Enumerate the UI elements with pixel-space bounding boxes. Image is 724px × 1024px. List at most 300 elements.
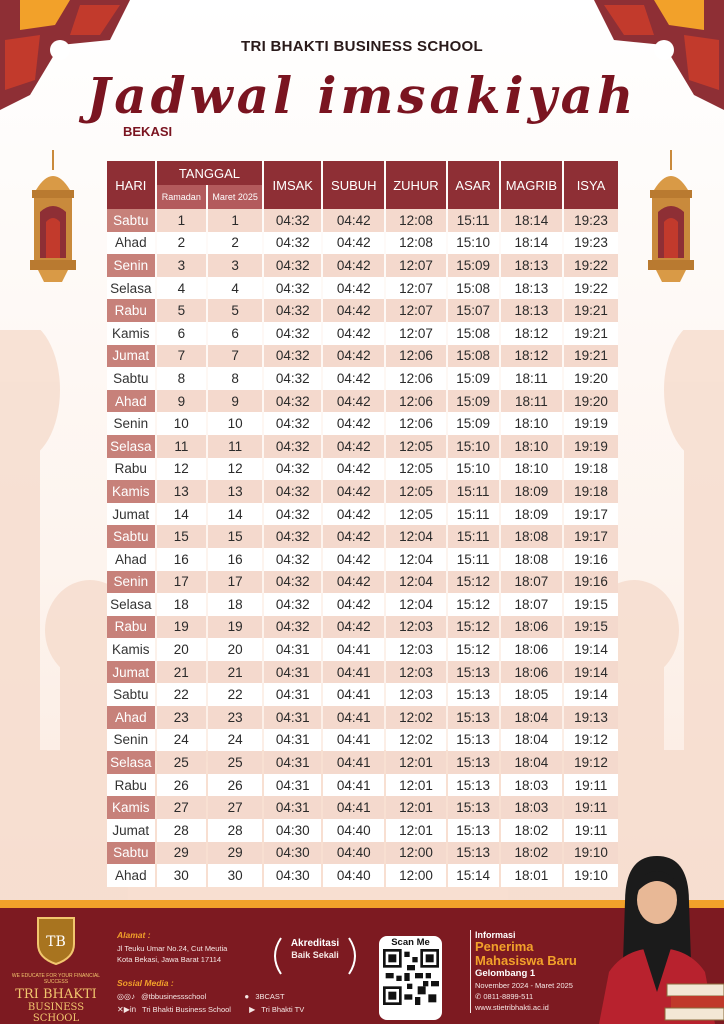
cell-zuhur: 12:07: [386, 277, 445, 300]
cell-magrib: 18:14: [501, 232, 562, 255]
table-row: [107, 322, 618, 345]
cell-imsak: 04:32: [264, 277, 321, 300]
cell-magrib: 18:10: [501, 412, 562, 435]
cell-zuhur: 12:01: [386, 751, 445, 774]
cell-subuh: 04:41: [323, 661, 384, 684]
col-asar: ASAR: [448, 161, 499, 209]
cell-subuh: 04:42: [323, 254, 384, 277]
cell-isya: 19:14: [564, 638, 618, 661]
cell-subuh: 04:41: [323, 683, 384, 706]
cell-ramadan: 5: [157, 299, 206, 322]
cell-imsak: 04:32: [264, 322, 321, 345]
lantern-icon: [640, 150, 702, 290]
cell-imsak: 04:31: [264, 661, 321, 684]
cell-zuhur: 12:08: [386, 232, 445, 255]
cell-day: Ahad: [107, 548, 155, 571]
cell-asar: 15:11: [448, 503, 499, 526]
qr-card[interactable]: [379, 936, 442, 1020]
cell-zuhur: 12:05: [386, 503, 445, 526]
cell-maret: 9: [208, 390, 262, 413]
cell-zuhur: 12:06: [386, 390, 445, 413]
cell-imsak: 04:31: [264, 774, 321, 797]
cell-ramadan: 10: [157, 412, 206, 435]
table-row: [107, 593, 618, 616]
cell-day: Sabtu: [107, 683, 155, 706]
cell-zuhur: 12:00: [386, 842, 445, 865]
cell-isya: 19:13: [564, 706, 618, 729]
cell-maret: 28: [208, 819, 262, 842]
table-row: [107, 525, 618, 548]
student-photo: [595, 852, 724, 1024]
cell-asar: 15:12: [448, 571, 499, 594]
table-row: [107, 661, 618, 684]
instagram-icon[interactable]: ◎◎♪: [117, 992, 135, 1001]
cell-maret: 8: [208, 367, 262, 390]
table-row: [107, 367, 618, 390]
cell-day: Selasa: [107, 751, 155, 774]
cell-ramadan: 25: [157, 751, 206, 774]
cell-day: Ahad: [107, 390, 155, 413]
cell-imsak: 04:31: [264, 751, 321, 774]
cell-maret: 1: [208, 209, 262, 232]
cell-imsak: 04:32: [264, 390, 321, 413]
cell-magrib: 18:07: [501, 571, 562, 594]
lantern-icon: [22, 150, 84, 290]
cell-day: Selasa: [107, 435, 155, 458]
cell-day: Jumat: [107, 345, 155, 368]
cell-isya: 19:14: [564, 661, 618, 684]
cell-ramadan: 22: [157, 683, 206, 706]
cell-imsak: 04:32: [264, 616, 321, 639]
cell-ramadan: 8: [157, 367, 206, 390]
cell-imsak: 04:32: [264, 367, 321, 390]
cell-magrib: 18:12: [501, 322, 562, 345]
cell-day: Sabtu: [107, 525, 155, 548]
cell-isya: 19:22: [564, 277, 618, 300]
cell-maret: 17: [208, 571, 262, 594]
cell-magrib: 18:03: [501, 774, 562, 797]
cell-imsak: 04:32: [264, 254, 321, 277]
accreditation-grade: Baik Sekali: [291, 950, 339, 960]
cell-zuhur: 12:07: [386, 254, 445, 277]
cell-isya: 19:20: [564, 367, 618, 390]
cell-maret: 13: [208, 480, 262, 503]
cell-zuhur: 12:01: [386, 796, 445, 819]
cell-imsak: 04:32: [264, 571, 321, 594]
cell-zuhur: 12:05: [386, 480, 445, 503]
social-tv[interactable]: Tri Bhakti TV: [261, 1005, 305, 1014]
table-row: [107, 751, 618, 774]
cell-isya: 19:18: [564, 458, 618, 481]
cell-day: Kamis: [107, 480, 155, 503]
table-row: [107, 796, 618, 819]
cell-zuhur: 12:04: [386, 525, 445, 548]
cell-subuh: 04:42: [323, 616, 384, 639]
col-hari: HARI: [107, 161, 155, 209]
cell-ramadan: 6: [157, 322, 206, 345]
cell-magrib: 18:09: [501, 503, 562, 526]
cell-asar: 15:13: [448, 819, 499, 842]
cell-zuhur: 12:00: [386, 864, 445, 887]
cell-asar: 15:10: [448, 458, 499, 481]
laurel-left-icon: [269, 936, 283, 976]
table-row: [107, 412, 618, 435]
col-tanggal: TANGGAL: [157, 161, 263, 185]
cell-ramadan: 24: [157, 729, 206, 752]
cell-isya: 19:10: [564, 864, 618, 887]
cell-imsak: 04:32: [264, 299, 321, 322]
social-label: Sosial Media :: [117, 978, 174, 988]
cell-day: Selasa: [107, 593, 155, 616]
cell-day: Sabtu: [107, 367, 155, 390]
cell-zuhur: 12:01: [386, 819, 445, 842]
cell-ramadan: 29: [157, 842, 206, 865]
cell-magrib: 18:14: [501, 209, 562, 232]
cell-zuhur: 12:06: [386, 412, 445, 435]
cell-asar: 15:12: [448, 593, 499, 616]
cell-zuhur: 12:04: [386, 571, 445, 594]
cell-imsak: 04:32: [264, 345, 321, 368]
cell-asar: 15:13: [448, 796, 499, 819]
table-row: [107, 683, 618, 706]
cell-day: Kamis: [107, 638, 155, 661]
cell-zuhur: 12:05: [386, 458, 445, 481]
cell-maret: 11: [208, 435, 262, 458]
cell-zuhur: 12:03: [386, 638, 445, 661]
info-wave: Gelombang 1: [475, 968, 536, 979]
cell-asar: 15:08: [448, 345, 499, 368]
cell-maret: 14: [208, 503, 262, 526]
cell-ramadan: 3: [157, 254, 206, 277]
col-subuh: SUBUH: [323, 161, 384, 209]
cell-asar: 15:14: [448, 864, 499, 887]
cell-isya: 19:19: [564, 435, 618, 458]
cell-magrib: 18:10: [501, 435, 562, 458]
cell-asar: 15:13: [448, 751, 499, 774]
cell-magrib: 18:11: [501, 367, 562, 390]
cell-magrib: 18:12: [501, 345, 562, 368]
cell-ramadan: 23: [157, 706, 206, 729]
address-block: [117, 930, 267, 965]
cell-subuh: 04:42: [323, 412, 384, 435]
table-row: [107, 638, 618, 661]
cell-magrib: 18:07: [501, 593, 562, 616]
cell-maret: 3: [208, 254, 262, 277]
cell-day: Jumat: [107, 661, 155, 684]
cell-ramadan: 28: [157, 819, 206, 842]
cell-maret: 2: [208, 232, 262, 255]
phone-icon: ✆: [475, 992, 484, 1001]
cell-subuh: 04:40: [323, 842, 384, 865]
cell-imsak: 04:30: [264, 842, 321, 865]
cell-subuh: 04:41: [323, 638, 384, 661]
cell-asar: 15:09: [448, 254, 499, 277]
cell-zuhur: 12:08: [386, 209, 445, 232]
cell-asar: 15:11: [448, 525, 499, 548]
cell-day: Rabu: [107, 774, 155, 797]
cell-ramadan: 9: [157, 390, 206, 413]
cell-isya: 19:12: [564, 729, 618, 752]
logo-tagline: WE EDUCATE FOR YOUR FINANCIAL SUCCESS: [11, 973, 101, 985]
address-label: Alamat :: [117, 930, 151, 940]
table-row: [107, 345, 618, 368]
cell-asar: 15:13: [448, 774, 499, 797]
cell-day: Senin: [107, 571, 155, 594]
cell-magrib: 18:03: [501, 796, 562, 819]
cell-imsak: 04:32: [264, 548, 321, 571]
cell-ramadan: 18: [157, 593, 206, 616]
cell-maret: 21: [208, 661, 262, 684]
cell-magrib: 18:01: [501, 864, 562, 887]
cell-isya: 19:14: [564, 683, 618, 706]
address-line-2: Kota Bekasi, Jawa Barat 17114: [117, 955, 222, 964]
social-podcast[interactable]: 3BCAST: [255, 992, 285, 1001]
cell-isya: 19:17: [564, 503, 618, 526]
cell-magrib: 18:08: [501, 525, 562, 548]
cell-asar: 15:10: [448, 232, 499, 255]
cell-day: Kamis: [107, 322, 155, 345]
cell-imsak: 04:32: [264, 412, 321, 435]
spotify-icon[interactable]: ●: [244, 992, 250, 1001]
cell-maret: 5: [208, 299, 262, 322]
table-row: [107, 435, 618, 458]
cell-day: Rabu: [107, 458, 155, 481]
cell-subuh: 04:42: [323, 525, 384, 548]
info-title-1: Penerima: [475, 939, 534, 954]
cell-zuhur: 12:03: [386, 683, 445, 706]
cell-maret: 24: [208, 729, 262, 752]
cell-magrib: 18:06: [501, 616, 562, 639]
cell-imsak: 04:32: [264, 232, 321, 255]
cell-ramadan: 11: [157, 435, 206, 458]
cell-ramadan: 19: [157, 616, 206, 639]
col-isya: ISYA: [564, 161, 618, 209]
cell-maret: 26: [208, 774, 262, 797]
cell-asar: 15:13: [448, 683, 499, 706]
cell-zuhur: 12:04: [386, 593, 445, 616]
x-youtube-linkedin-icon[interactable]: ✕▶in: [117, 1005, 137, 1014]
table-row: [107, 254, 618, 277]
table-row: [107, 548, 618, 571]
cell-zuhur: 12:02: [386, 706, 445, 729]
cell-maret: 22: [208, 683, 262, 706]
table-row: [107, 864, 618, 887]
cell-day: Ahad: [107, 706, 155, 729]
cell-subuh: 04:41: [323, 774, 384, 797]
cell-maret: 18: [208, 593, 262, 616]
cell-ramadan: 30: [157, 864, 206, 887]
address-line-1: Jl Teuku Umar No.24, Cut Meutia: [117, 944, 228, 953]
cell-zuhur: 12:06: [386, 345, 445, 368]
cell-day: Ahad: [107, 232, 155, 255]
cell-isya: 19:16: [564, 548, 618, 571]
cell-maret: 23: [208, 706, 262, 729]
cell-imsak: 04:31: [264, 796, 321, 819]
cell-day: Selasa: [107, 277, 155, 300]
cell-ramadan: 20: [157, 638, 206, 661]
table-row: [107, 706, 618, 729]
cell-isya: 19:23: [564, 209, 618, 232]
cell-zuhur: 12:03: [386, 616, 445, 639]
cell-magrib: 18:11: [501, 390, 562, 413]
cell-subuh: 04:41: [323, 729, 384, 752]
cell-subuh: 04:42: [323, 299, 384, 322]
table-row: [107, 480, 618, 503]
cell-day: Jumat: [107, 819, 155, 842]
cell-magrib: 18:06: [501, 661, 562, 684]
cell-magrib: 18:05: [501, 683, 562, 706]
table-row: [107, 232, 618, 255]
table-row: [107, 299, 618, 322]
cell-imsak: 04:30: [264, 819, 321, 842]
cell-magrib: 18:09: [501, 480, 562, 503]
cell-imsak: 04:32: [264, 525, 321, 548]
accreditation-badge: [267, 938, 363, 961]
cell-maret: 27: [208, 796, 262, 819]
cell-magrib: 18:04: [501, 706, 562, 729]
table-row: [107, 209, 618, 232]
cell-maret: 7: [208, 345, 262, 368]
cell-isya: 19:16: [564, 571, 618, 594]
qr-code-icon[interactable]: [383, 949, 439, 1005]
cell-magrib: 18:02: [501, 842, 562, 865]
cell-day: Sabtu: [107, 209, 155, 232]
cell-imsak: 04:30: [264, 864, 321, 887]
cell-isya: 19:11: [564, 774, 618, 797]
cell-day: Rabu: [107, 616, 155, 639]
social-block: [117, 978, 387, 1014]
cell-magrib: 18:13: [501, 299, 562, 322]
cell-subuh: 04:42: [323, 322, 384, 345]
cell-magrib: 18:02: [501, 819, 562, 842]
cell-subuh: 04:40: [323, 864, 384, 887]
cell-subuh: 04:42: [323, 548, 384, 571]
cell-ramadan: 12: [157, 458, 206, 481]
cell-imsak: 04:32: [264, 480, 321, 503]
cell-asar: 15:12: [448, 638, 499, 661]
cell-day: Ahad: [107, 864, 155, 887]
cell-zuhur: 12:07: [386, 299, 445, 322]
cell-imsak: 04:31: [264, 706, 321, 729]
cell-ramadan: 7: [157, 345, 206, 368]
cell-subuh: 04:40: [323, 819, 384, 842]
cell-ramadan: 14: [157, 503, 206, 526]
col-maret: Maret 2025: [208, 185, 262, 209]
cell-asar: 15:13: [448, 842, 499, 865]
cell-subuh: 04:42: [323, 571, 384, 594]
cell-day: Senin: [107, 412, 155, 435]
cell-maret: 25: [208, 751, 262, 774]
cell-isya: 19:21: [564, 322, 618, 345]
cell-subuh: 04:42: [323, 480, 384, 503]
cell-isya: 19:11: [564, 819, 618, 842]
cell-isya: 19:15: [564, 616, 618, 639]
imsakiyah-table: [105, 161, 620, 887]
cell-subuh: 04:41: [323, 706, 384, 729]
cell-day: Sabtu: [107, 842, 155, 865]
cell-asar: 15:08: [448, 277, 499, 300]
cell-imsak: 04:32: [264, 503, 321, 526]
cell-day: Kamis: [107, 796, 155, 819]
cell-ramadan: 17: [157, 571, 206, 594]
cell-subuh: 04:42: [323, 277, 384, 300]
cell-ramadan: 1: [157, 209, 206, 232]
cell-zuhur: 12:04: [386, 548, 445, 571]
cell-day: Jumat: [107, 503, 155, 526]
schedule-body: [107, 209, 618, 887]
cell-isya: 19:12: [564, 751, 618, 774]
table-row: [107, 390, 618, 413]
table-row: [107, 458, 618, 481]
logo-subname: BUSINESS SCHOOL: [27, 1002, 85, 1024]
col-magrib: MAGRIB: [501, 161, 562, 209]
col-zuhur: ZUHUR: [386, 161, 445, 209]
social-channel[interactable]: Tri Bhakti Business School: [142, 1005, 231, 1014]
logo-initials: TB: [46, 934, 66, 950]
cell-day: Rabu: [107, 299, 155, 322]
cell-magrib: 18:04: [501, 729, 562, 752]
cell-asar: 15:11: [448, 209, 499, 232]
admission-info: [470, 930, 600, 1013]
cell-isya: 19:21: [564, 345, 618, 368]
cell-subuh: 04:42: [323, 435, 384, 458]
cell-ramadan: 26: [157, 774, 206, 797]
cell-zuhur: 12:05: [386, 435, 445, 458]
school-name: TRI BHAKTI BUSINESS SCHOOL: [241, 38, 483, 55]
cell-subuh: 04:42: [323, 458, 384, 481]
city-label: BEKASI: [123, 124, 173, 139]
cell-maret: 16: [208, 548, 262, 571]
cell-isya: 19:22: [564, 254, 618, 277]
social-handle[interactable]: @tbbusinessschool: [141, 992, 207, 1001]
cell-asar: 15:11: [448, 548, 499, 571]
cell-maret: 20: [208, 638, 262, 661]
cell-imsak: 04:32: [264, 209, 321, 232]
cell-asar: 15:09: [448, 390, 499, 413]
table-row: [107, 503, 618, 526]
info-phone[interactable]: 0811-8899-511: [483, 992, 534, 1001]
cell-isya: 19:17: [564, 525, 618, 548]
table-row: [107, 819, 618, 842]
info-label: Informasi: [475, 930, 516, 940]
cell-isya: 19:11: [564, 796, 618, 819]
info-web[interactable]: www.stietribhakti.ac.id: [475, 1003, 549, 1012]
laurel-right-icon: [347, 936, 361, 976]
school-logo: [8, 914, 104, 1022]
cell-zuhur: 12:03: [386, 661, 445, 684]
cell-isya: 19:20: [564, 390, 618, 413]
cell-asar: 15:13: [448, 706, 499, 729]
table-row: [107, 277, 618, 300]
cell-isya: 19:10: [564, 842, 618, 865]
cell-zuhur: 12:01: [386, 774, 445, 797]
cell-maret: 4: [208, 277, 262, 300]
youtube-icon[interactable]: ▶: [249, 1005, 256, 1014]
cell-maret: 6: [208, 322, 262, 345]
info-period: November 2024 - Maret 2025: [475, 981, 573, 990]
cell-maret: 19: [208, 616, 262, 639]
logo-name: TRI BHAKTI: [15, 987, 97, 1002]
cell-subuh: 04:42: [323, 593, 384, 616]
cell-isya: 19:15: [564, 593, 618, 616]
cell-asar: 15:13: [448, 729, 499, 752]
cell-ramadan: 4: [157, 277, 206, 300]
cell-isya: 19:23: [564, 232, 618, 255]
cell-subuh: 04:42: [323, 503, 384, 526]
shield-icon: [34, 914, 78, 966]
table-row: [107, 571, 618, 594]
cell-subuh: 04:42: [323, 390, 384, 413]
